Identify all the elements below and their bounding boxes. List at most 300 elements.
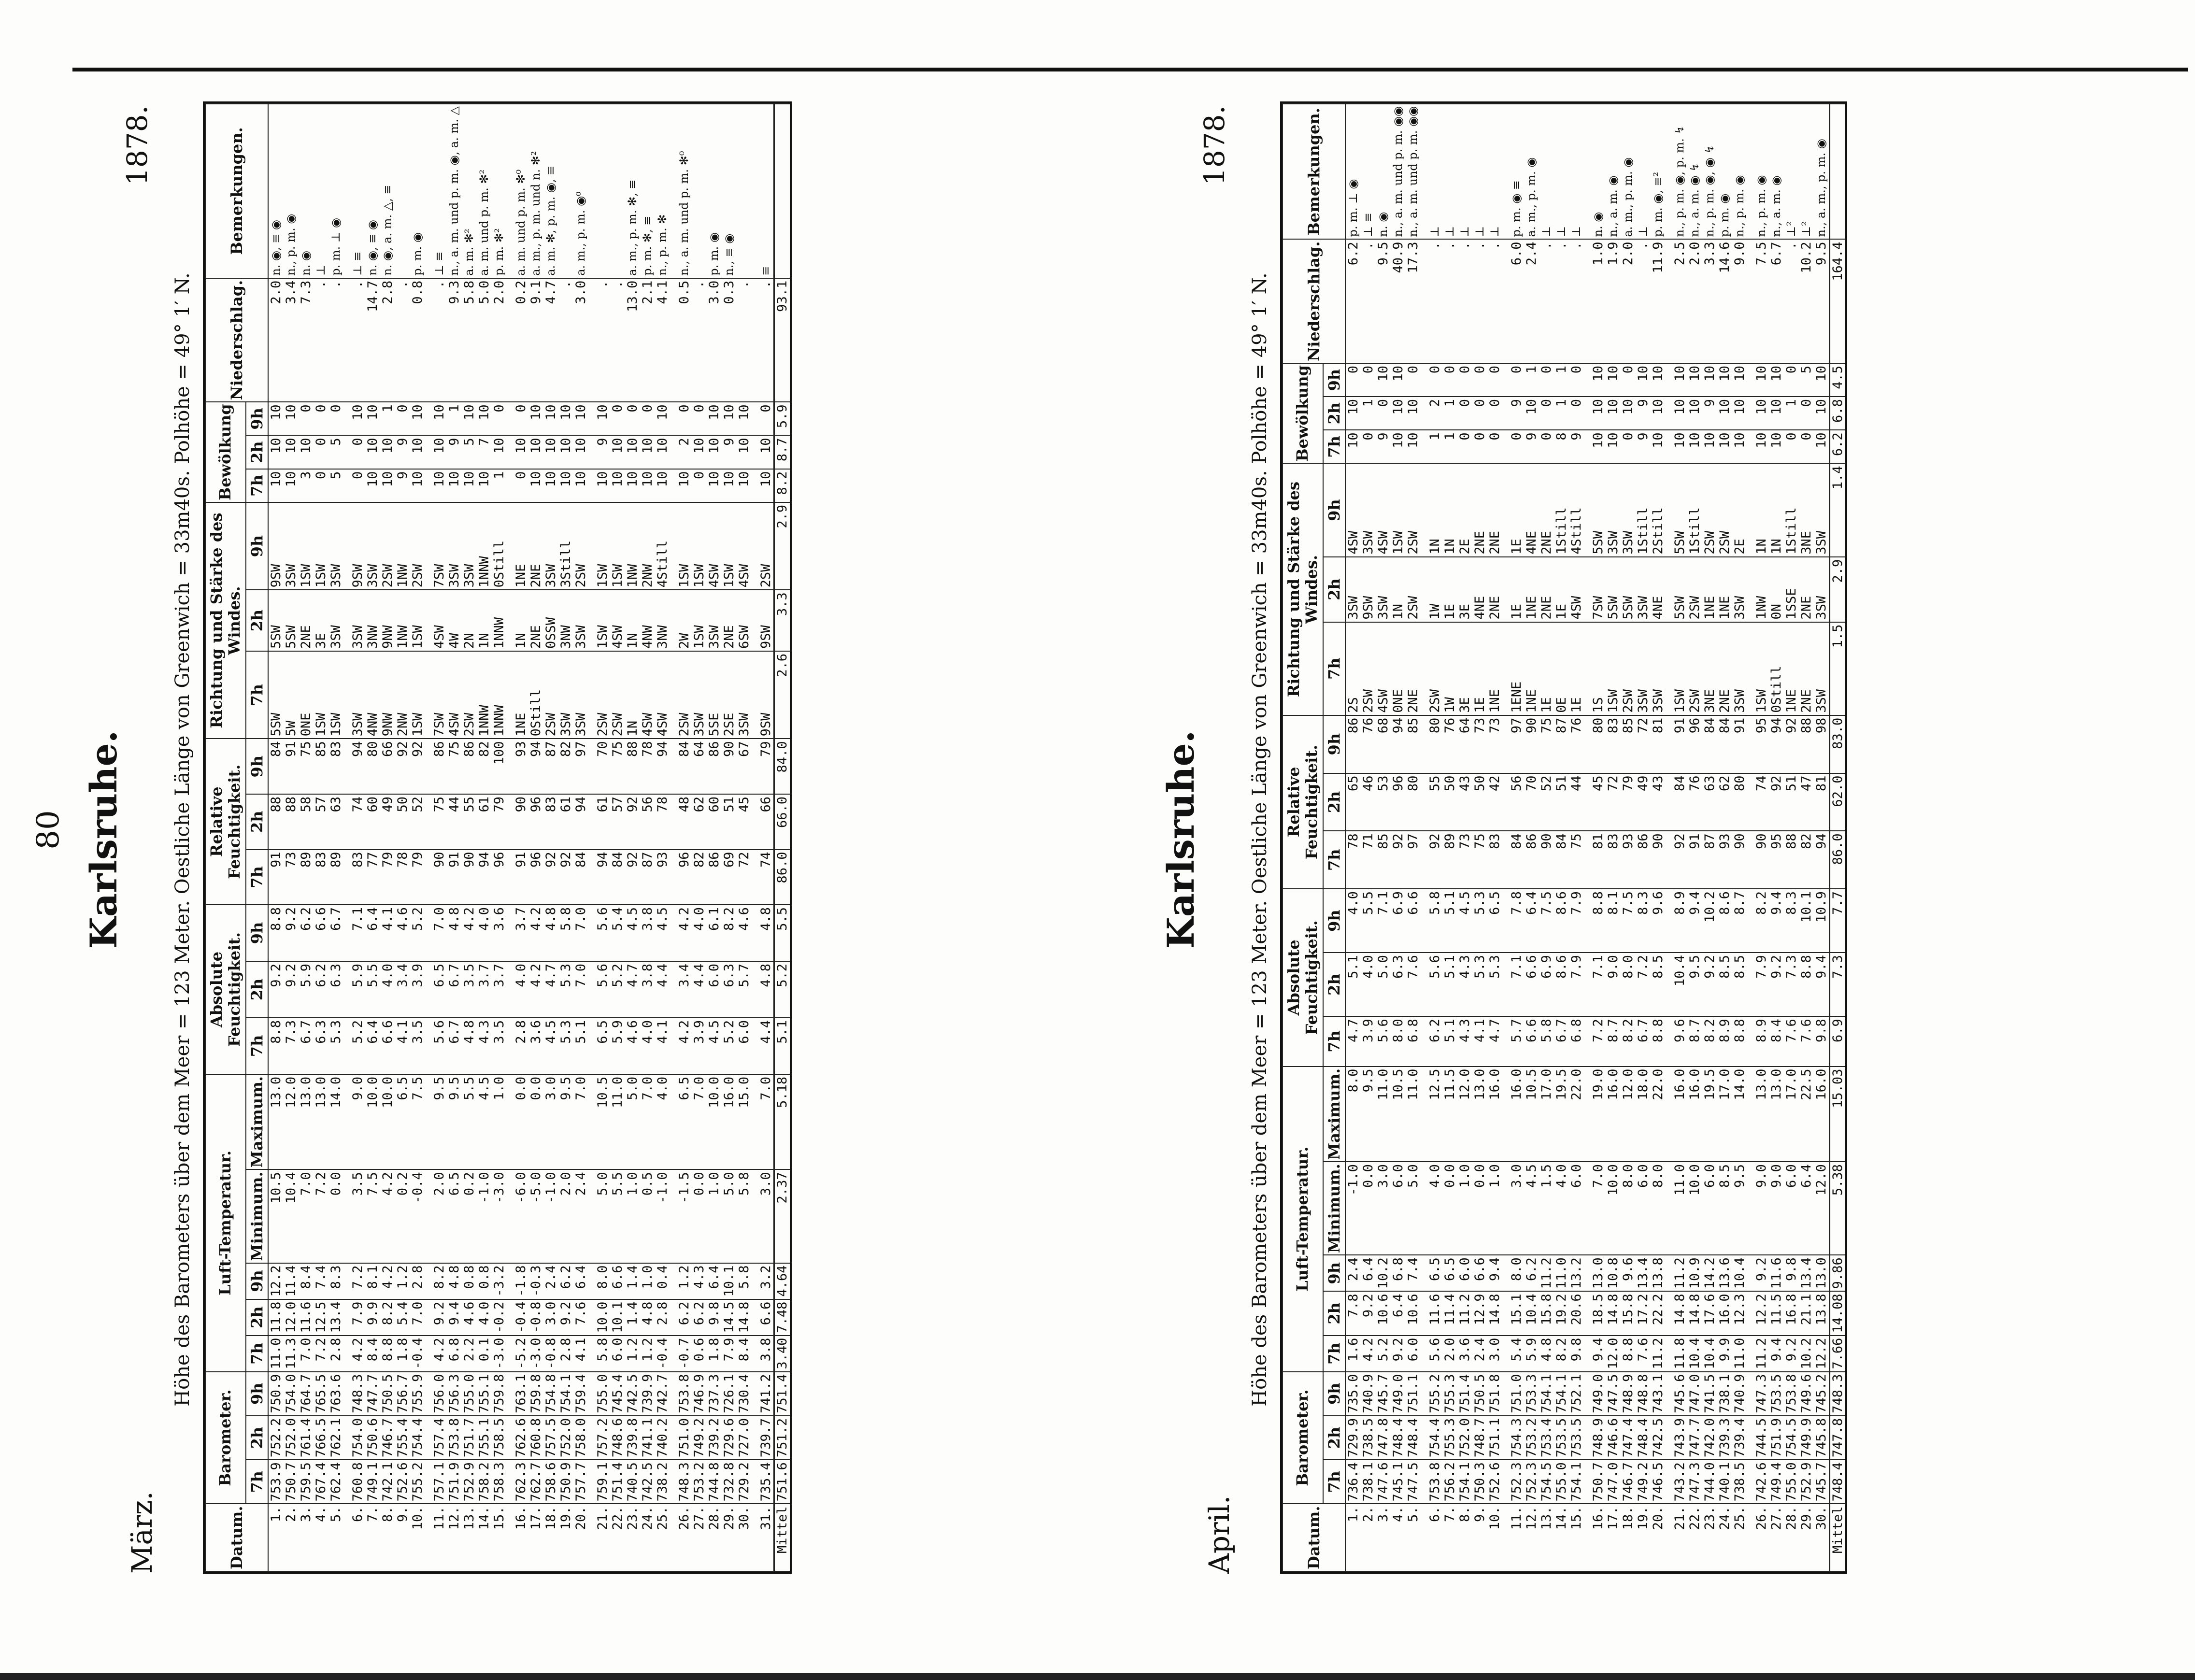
spacer-cell	[588, 739, 595, 794]
cell-n: 2.0	[492, 278, 507, 402]
cell-rem: a. m. ✻, p. m. ◉, ≡	[543, 104, 558, 278]
cell-b9: 737.3	[707, 1372, 722, 1416]
cell-w2: 3SW	[573, 590, 588, 651]
cell-r9: 82	[477, 739, 492, 794]
cell-a7: 6.0	[737, 1018, 752, 1074]
cell-w7: 1E	[1472, 622, 1487, 715]
cell-w9: 2SW	[1406, 464, 1421, 557]
spacer-cell	[1502, 363, 1509, 397]
table-row	[1472, 104, 1487, 1571]
cell-a9: 6.9	[1391, 889, 1406, 953]
table-row	[528, 104, 543, 1571]
spacer-cell	[588, 104, 595, 278]
cell-r7: 82	[692, 850, 707, 905]
cell-a9: 4.8	[758, 905, 774, 961]
spacer-cell	[1584, 1372, 1591, 1416]
cell-tmax: 7.5	[410, 1074, 425, 1170]
cell-c9: 10	[1769, 363, 1784, 397]
cell-w2: 1NE	[1717, 557, 1732, 622]
cell-t7: 2.0	[1442, 1336, 1457, 1372]
spacer-cell	[1584, 831, 1591, 889]
cell-a2: 9.2	[268, 961, 284, 1018]
cell-b9: 740.9	[1361, 1372, 1376, 1416]
cell-t2: 12.5	[314, 1299, 328, 1336]
spacer-cell	[507, 961, 513, 1018]
cell-b7: 740.5	[625, 1460, 640, 1504]
table-row	[284, 104, 299, 1571]
table-row	[677, 104, 692, 1571]
spacer-cell	[1666, 104, 1672, 239]
cell-a2: 6.3	[1391, 953, 1406, 1016]
maerz-title-block	[72, 105, 169, 1574]
cell-tmax: 14.0	[328, 1074, 343, 1170]
cell-n: 2.0	[1621, 239, 1636, 363]
cell-tmin: 1.5	[1539, 1162, 1554, 1255]
cell-t9: 6.5	[1442, 1255, 1457, 1291]
cell-b2: 752.0	[284, 1416, 299, 1460]
cell-n: 1.0	[1591, 239, 1606, 363]
mean-b9: 751.4	[774, 1372, 790, 1416]
cell-a9: 6.6	[1406, 889, 1421, 953]
cell-b9: 756.0	[432, 1372, 447, 1416]
cell-r7: 88	[1784, 831, 1799, 889]
cell-w2: 0N	[1769, 557, 1784, 622]
cell-c2: 9	[1636, 397, 1651, 430]
spacer-cell	[425, 739, 432, 794]
cell-b2: 749.9	[1799, 1416, 1814, 1460]
spacer-cell	[1747, 397, 1754, 430]
cell-w9: 2NW	[640, 502, 655, 590]
cell-a9: 4.6	[395, 905, 410, 961]
cell-b9: 754.0	[284, 1372, 299, 1416]
cell-a9: 8.3	[1784, 889, 1799, 953]
spacer-cell	[425, 1299, 432, 1336]
cell-b7: 745.7	[1814, 1460, 1830, 1504]
spacer-cell	[1421, 953, 1427, 1016]
cell-r7: 79	[380, 850, 395, 905]
cell-c7: 10	[595, 469, 610, 502]
cell-tmax: 10.0	[365, 1074, 380, 1170]
cell-b7: 759.1	[595, 1460, 610, 1504]
cell-c9: 0	[1457, 363, 1472, 397]
cell-w9: 2NE	[528, 502, 543, 590]
mean-a9: 5.5	[774, 905, 790, 961]
cell-tmin: 5.0	[595, 1169, 610, 1263]
cell-b7: 749.2	[1636, 1460, 1651, 1504]
spacer-cell	[1502, 239, 1509, 363]
spacer-cell	[588, 1169, 595, 1263]
cell-a2: 8.5	[1717, 953, 1732, 1016]
cell-t7: 3.6	[1457, 1336, 1472, 1372]
cell-tmin: 7.0	[299, 1169, 314, 1263]
cell-b9: 747.7	[365, 1372, 380, 1416]
cell-tmax: 7.0	[640, 1074, 655, 1170]
spacer-cell	[752, 1263, 758, 1299]
cell-b9: 763.1	[513, 1372, 528, 1416]
cell-n: .	[737, 278, 752, 402]
cell-r2: 79	[492, 794, 507, 850]
cell-c9: 10	[1687, 363, 1702, 397]
cell-c9: 10	[462, 402, 477, 435]
cell-t9: 2.8	[410, 1263, 425, 1299]
cell-d: 15.	[1569, 1504, 1584, 1571]
cell-n: 0.8	[410, 278, 425, 402]
spacer-cell	[1747, 1016, 1754, 1066]
remarks-header: Bemerkungen.	[205, 104, 268, 278]
sub-header-h7: 7h	[1323, 430, 1346, 463]
cell-r2: 49	[1636, 773, 1651, 831]
air-temp-header: Luft-Temperatur.	[1283, 1067, 1323, 1372]
cell-n: 14.6	[1717, 239, 1732, 363]
cell-w2: 5SW	[268, 590, 284, 651]
cell-a9: 5.2	[410, 905, 425, 961]
cell-r7: 94	[1814, 831, 1830, 889]
mean-b2: 747.8	[1830, 1416, 1846, 1460]
cell-b2: 749.2	[692, 1416, 707, 1460]
cell-t2: 9.2	[1361, 1291, 1376, 1335]
cell-d: 1.	[268, 1504, 284, 1571]
cell-w2: 0SSW	[543, 590, 558, 651]
cell-tmin: 12.0	[1814, 1162, 1830, 1255]
spacer-cell	[752, 1018, 758, 1074]
cell-d: 17.	[528, 1504, 543, 1571]
table-row	[1376, 104, 1391, 1571]
spacer-cell	[1747, 1255, 1754, 1291]
cell-w2: 3E	[1457, 557, 1472, 622]
cell-r9: 80	[1427, 715, 1442, 773]
cell-t9: 6.6	[610, 1263, 625, 1299]
cell-b9: 753.8	[677, 1372, 692, 1416]
spacer-cell	[670, 1018, 677, 1074]
table-row	[1345, 104, 1361, 1571]
cell-w2: 3SW	[1732, 557, 1747, 622]
cell-tmin: 6.0	[1569, 1162, 1584, 1255]
cell-d: 9.	[1472, 1504, 1487, 1571]
cell-c2: 10	[1524, 397, 1539, 430]
cell-r2: 83	[543, 794, 558, 850]
cell-c9: 0	[1509, 363, 1524, 397]
cell-rem	[595, 104, 610, 278]
cell-c2: 10	[1769, 397, 1784, 430]
cell-b2: 752.0	[1457, 1416, 1472, 1460]
spacer-cell	[343, 502, 350, 590]
cell-w2: 1N	[477, 590, 492, 651]
cell-w9: 3Still	[558, 502, 573, 590]
cell-a9: 7.5	[1621, 889, 1636, 953]
cell-tmin: 9.5	[1732, 1162, 1747, 1255]
spacer-cell	[1747, 1291, 1754, 1335]
cell-c2: 10	[365, 436, 380, 469]
cell-r7: 91	[268, 850, 284, 905]
sub-header-h2: 2h	[1323, 557, 1346, 622]
cell-rem: n., a. m. und p. m. ◉◉	[1406, 104, 1421, 239]
cell-c9: 10	[1376, 363, 1391, 397]
cell-a9: 7.9	[1569, 889, 1584, 953]
cell-n: 4.7	[543, 278, 558, 402]
cell-c9: 10	[1732, 363, 1747, 397]
cell-b7: 753.9	[268, 1460, 284, 1504]
cell-c9: 1	[1524, 363, 1539, 397]
cell-a9: 9.4	[1687, 889, 1702, 953]
spacer-cell	[588, 590, 595, 651]
cell-c9: 0	[1442, 363, 1457, 397]
cell-w7: 1N	[625, 651, 640, 739]
cell-t9: -3.2	[492, 1263, 507, 1299]
cell-r2: 80	[1406, 773, 1421, 831]
cell-r9: 72	[1636, 715, 1651, 773]
cell-c9: 0	[1784, 363, 1799, 397]
cell-t2: 18.5	[1591, 1291, 1606, 1335]
cell-r2: 78	[655, 794, 670, 850]
cell-d: 26.	[1754, 1504, 1769, 1571]
cell-r2: 88	[284, 794, 299, 850]
cell-n: 2.0	[1687, 239, 1702, 363]
cell-t7: 2.4	[1472, 1336, 1487, 1372]
cell-c9: 0	[677, 402, 692, 435]
cell-tmax: 4.0	[655, 1074, 670, 1170]
cell-b7: 736.4	[1345, 1460, 1361, 1504]
cell-tmax: 9.5	[447, 1074, 462, 1170]
cell-n: 6.7	[1769, 239, 1784, 363]
cell-r2: 45	[737, 794, 752, 850]
spacer-cell	[1747, 430, 1754, 463]
cell-rem: a. m., p. m. und n. ✻²	[528, 104, 543, 278]
spacer-cell	[752, 402, 758, 435]
cell-r9: 86	[1345, 715, 1361, 773]
sub-header-h7: 7h	[1323, 831, 1346, 889]
cell-n: .	[610, 278, 625, 402]
cell-n: 5.0	[477, 278, 492, 402]
cell-w7: 1NE	[1784, 622, 1799, 715]
spacer-row	[1421, 104, 1427, 1571]
cell-n: 9.5	[1376, 239, 1391, 363]
cell-tmax: 13.0	[299, 1074, 314, 1170]
table-row	[462, 104, 477, 1571]
cell-t7: 11.3	[284, 1336, 299, 1372]
cell-b2: 758.0	[573, 1416, 588, 1460]
spacer-cell	[1584, 1291, 1591, 1335]
cell-r2: 66	[758, 794, 774, 850]
cell-tmin: 4.0	[1427, 1162, 1442, 1255]
spacer-cell	[752, 1169, 758, 1263]
cell-r2: 43	[1651, 773, 1666, 831]
spacer-cell	[670, 278, 677, 402]
spacer-cell	[1421, 1416, 1427, 1460]
cell-d: 21.	[1672, 1504, 1687, 1571]
cell-r2: 56	[640, 794, 655, 850]
cell-a9: 7.5	[1539, 889, 1554, 953]
cell-b2: 761.4	[299, 1416, 314, 1460]
cell-c7: 10	[655, 469, 670, 502]
cell-w2: 5SW	[1606, 557, 1621, 622]
spacer-cell	[670, 1460, 677, 1504]
cell-r2: 50	[1472, 773, 1487, 831]
cell-a7: 4.0	[640, 1018, 655, 1074]
cell-r2: 42	[1487, 773, 1502, 831]
cell-a2: 4.4	[655, 961, 670, 1018]
spacer-cell	[670, 1336, 677, 1372]
cell-w2: 5SW	[1672, 557, 1687, 622]
spacer-cell	[670, 469, 677, 502]
table-row	[1569, 104, 1584, 1571]
spacer-cell	[343, 1460, 350, 1504]
cell-tmax: 5.0	[625, 1074, 640, 1170]
cell-a9: 4.5	[1457, 889, 1472, 953]
cell-b7: 749.1	[365, 1460, 380, 1504]
spacer-cell	[588, 651, 595, 739]
cell-d: 13.	[1539, 1504, 1554, 1571]
cell-b7: 754.1	[1457, 1460, 1472, 1504]
cell-w2: 1N	[1391, 557, 1406, 622]
cell-b9: 739.9	[640, 1372, 655, 1416]
weather-table	[1282, 103, 1845, 1572]
cell-a7: 3.5	[492, 1018, 507, 1074]
date-header: Datum.	[205, 1504, 268, 1571]
cell-r9: 97	[1509, 715, 1524, 773]
cell-rem: n., a. m. und p. m. ✻⁰	[677, 104, 692, 278]
cell-b7: 755.2	[410, 1460, 425, 1504]
cell-d: 21.	[595, 1504, 610, 1571]
cell-a2: 7.1	[1591, 953, 1606, 1016]
cell-tmax: 11.0	[1406, 1067, 1421, 1162]
cell-t2: 11.8	[268, 1299, 284, 1336]
spacer-cell	[507, 1416, 513, 1460]
cell-a7: 8.8	[1732, 1016, 1747, 1066]
spacer-cell	[425, 1169, 432, 1263]
cell-w2: 2SW	[1406, 557, 1421, 622]
cell-t9: 4.3	[692, 1263, 707, 1299]
cell-t9: -1.8	[513, 1263, 528, 1299]
spacer-cell	[588, 905, 595, 961]
spacer-cell	[343, 1416, 350, 1460]
cell-w7: 3SW	[1814, 622, 1830, 715]
cell-c9: 0	[492, 402, 507, 435]
cell-r9: 90	[722, 739, 737, 794]
cell-t9: 13.0	[1591, 1255, 1606, 1291]
cell-a2: 3.4	[677, 961, 692, 1018]
spacer-cell	[1747, 1416, 1754, 1460]
cell-b9: 752.1	[1569, 1372, 1584, 1416]
sub-header-h7: 7h	[246, 850, 269, 905]
cell-t9: 6.4	[573, 1263, 588, 1299]
cell-w2: 1SW	[595, 590, 610, 651]
cell-w2: 4SW	[610, 590, 625, 651]
cell-b2: 757.2	[595, 1416, 610, 1460]
mean-c2: 6.8	[1830, 397, 1846, 430]
sub-header-h9: 9h	[1323, 363, 1346, 397]
mean-r7: 86.0	[774, 850, 790, 905]
cell-a9: 4.8	[447, 905, 462, 961]
cell-w9: 4SW	[1345, 464, 1361, 557]
cell-n: .	[1539, 239, 1554, 363]
cell-c7: 10	[284, 469, 299, 502]
spacer-cell	[1421, 1504, 1427, 1571]
spacer-cell	[1421, 1291, 1427, 1335]
cell-d: 12.	[447, 1504, 462, 1571]
cell-w9: 1Still	[1554, 464, 1569, 557]
spacer-cell	[507, 502, 513, 590]
cell-a7: 6.2	[1427, 1016, 1442, 1066]
cell-c2: 1	[1442, 397, 1457, 430]
mean-w7: 1.5	[1830, 622, 1846, 715]
cell-d: 8.	[380, 1504, 395, 1571]
spacer-cell	[1502, 831, 1509, 889]
cell-a2: 8.0	[1621, 953, 1636, 1016]
cell-w9: 4Still	[655, 502, 670, 590]
cell-tmin: 8.0	[1621, 1162, 1636, 1255]
sub-header-h7: 7h	[246, 1336, 269, 1372]
cell-r7: 95	[1769, 831, 1784, 889]
cell-c9: 10	[350, 402, 365, 435]
cell-t2: 14.5	[722, 1299, 737, 1336]
cell-c7: 5	[328, 469, 343, 502]
cell-b9: 745.6	[1672, 1372, 1687, 1416]
cell-b7: 752.9	[462, 1460, 477, 1504]
cell-a2: 6.2	[314, 961, 328, 1018]
cell-n: 3.0	[573, 278, 588, 402]
cell-a2: 3.5	[462, 961, 477, 1018]
cell-tmax: 0.0	[528, 1074, 543, 1170]
cell-a2: 4.8	[758, 961, 774, 1018]
cell-t9: 14.2	[1702, 1255, 1717, 1291]
cell-r7: 96	[677, 850, 692, 905]
cell-n: 7.5	[1754, 239, 1769, 363]
cell-t9: 7.2	[350, 1263, 365, 1299]
spacer-cell	[1502, 557, 1509, 622]
cell-a2: 3.9	[410, 961, 425, 1018]
cell-rem: n. ◉, ≡ ◉	[365, 104, 380, 278]
cell-c2: 9	[447, 436, 462, 469]
spacer-cell	[1747, 1504, 1754, 1571]
spacer-cell	[1747, 464, 1754, 557]
cell-b7: 747.6	[1376, 1460, 1391, 1504]
cell-r7: 90	[462, 850, 477, 905]
cell-r7: 92	[625, 850, 640, 905]
cell-w7: 2SW	[610, 651, 625, 739]
cell-t2: 14.8	[1672, 1291, 1687, 1335]
cell-w2: 3E	[314, 590, 328, 651]
spacer-cell	[588, 1299, 595, 1336]
cell-a9: 4.6	[737, 905, 752, 961]
table-row	[558, 104, 573, 1571]
cell-tmax: 9.5	[432, 1074, 447, 1170]
cell-r2: 57	[610, 794, 625, 850]
cell-t2: 15.1	[1509, 1291, 1524, 1335]
cell-b7: 748.3	[677, 1460, 692, 1504]
cell-t7: 10.4	[1687, 1336, 1702, 1372]
mean-w9: 1.4	[1830, 464, 1846, 557]
cell-tmin: 0.2	[395, 1169, 410, 1263]
cell-w7: 1SW	[1672, 622, 1687, 715]
cell-t7: 7.0	[299, 1336, 314, 1372]
cell-c2: 9	[1702, 397, 1717, 430]
sub-header-mini: Minimum.	[246, 1169, 269, 1263]
spacer-cell	[752, 651, 758, 739]
cell-c9: 0	[513, 402, 528, 435]
cell-b7: 758.2	[477, 1460, 492, 1504]
spacer-cell	[1421, 715, 1427, 773]
cell-t7: -0.7	[677, 1336, 692, 1372]
cell-r2: 50	[395, 794, 410, 850]
cell-t2: 1.4	[625, 1299, 640, 1336]
cell-a9: 4.0	[1345, 889, 1361, 953]
cell-w7: 0NE	[299, 651, 314, 739]
spacer-cell	[507, 739, 513, 794]
spacer-cell	[1421, 430, 1427, 463]
cell-t2: 9.2	[432, 1299, 447, 1336]
cell-c9: 0	[640, 402, 655, 435]
spacer-cell	[507, 104, 513, 278]
